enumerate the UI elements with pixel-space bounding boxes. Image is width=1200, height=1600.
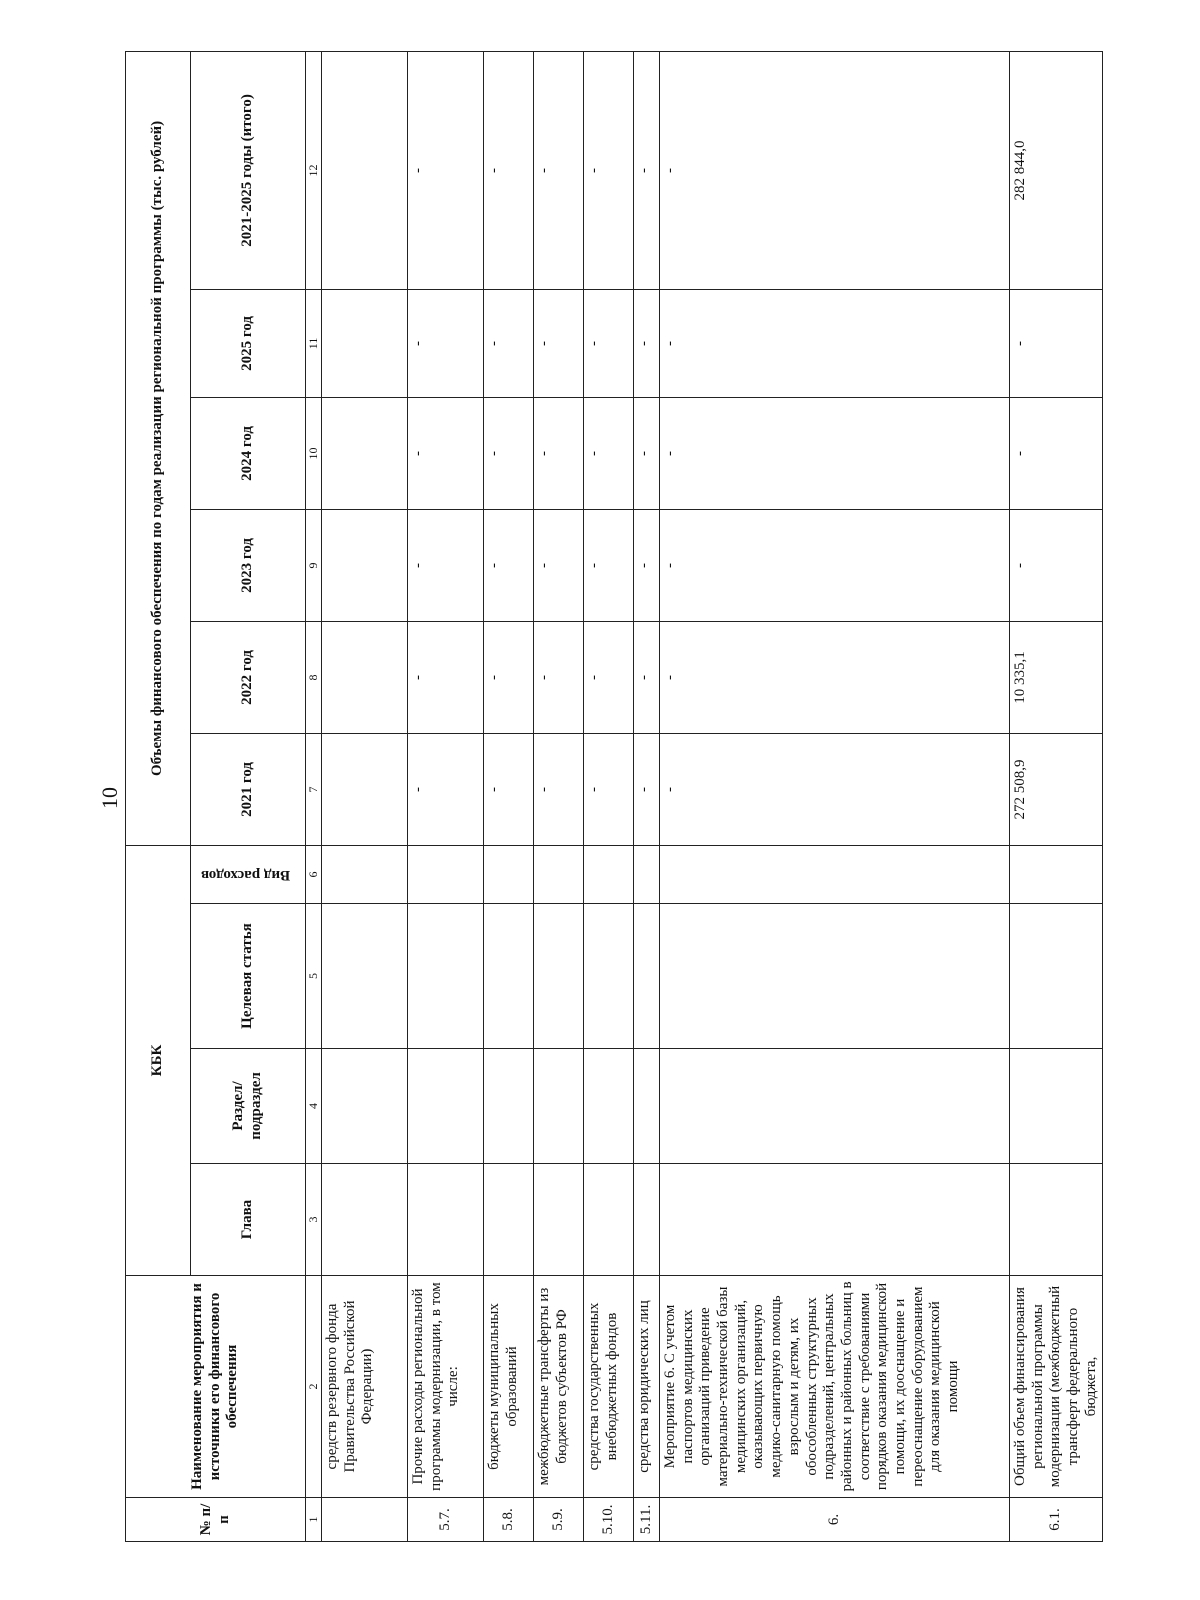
table-row — [1010, 51, 1103, 1541]
kbk-glava-cell — [584, 1164, 634, 1276]
value-2024: - — [1010, 397, 1103, 509]
row-number: 5.11. — [634, 1498, 660, 1542]
value-2022 — [322, 621, 408, 733]
value-2023: - — [584, 509, 634, 621]
value-2025: - — [634, 289, 660, 397]
row-number — [322, 1498, 408, 1542]
table-body — [306, 51, 1103, 1541]
row-number: 6. — [660, 1498, 1010, 1542]
row-number: 5.8. — [484, 1498, 534, 1542]
kbk-vid-cell — [660, 845, 1010, 903]
header-2023: 2023 год — [191, 509, 306, 621]
table-row — [584, 51, 634, 1541]
value-2023: - — [408, 509, 484, 621]
header-2025: 2025 год — [191, 289, 306, 397]
kbk-razdel-cell — [322, 1049, 408, 1164]
value-2021 — [322, 733, 408, 845]
table-row — [408, 51, 484, 1541]
value-total: - — [484, 51, 534, 289]
value-2023 — [322, 509, 408, 621]
header-name: Наименование мероприятия и источники его финансового обеспечения — [126, 1276, 306, 1498]
kbk-vid-cell — [1010, 845, 1103, 903]
kbk-razdel-cell — [484, 1049, 534, 1164]
header-2024: 2024 год — [191, 397, 306, 509]
header-kbk-razdel: Раздел/ подраздел — [191, 1049, 306, 1164]
value-2024: - — [408, 397, 484, 509]
row-number: 5.10. — [584, 1498, 634, 1542]
row-name: бюджеты муниципальных образований — [484, 1276, 534, 1498]
kbk-razdel-cell — [408, 1049, 484, 1164]
kbk-razdel-cell — [660, 1049, 1010, 1164]
page-number: 10 — [97, 787, 122, 809]
value-2025: - — [660, 289, 1010, 397]
value-total: 282 844,0 — [1010, 51, 1103, 289]
table-row — [322, 51, 408, 1541]
rotated-table-wrapper — [125, 52, 1099, 1542]
value-2022: - — [660, 621, 1010, 733]
row-number: 5.9. — [534, 1498, 584, 1542]
row-name: Мероприятие 6. С учетом паспортов медицинских организаций приведение материально-технической базы медицинских организаций, оказывающих первичную медико-санитарную помощь взрослым и детям, их обособленных структурных подразделений, центральных районных и районных больниц в соответствие с требованиями порядков оказания медицинской помощи, их дооснащение и переоснащение оборудованием для оказания медицинской помощи — [660, 1276, 1010, 1498]
column-number: 6 — [306, 845, 322, 903]
kbk-vid-cell — [534, 845, 584, 903]
row-number: 5.7. — [408, 1498, 484, 1542]
kbk-glava-cell — [534, 1164, 584, 1276]
column-number: 4 — [306, 1049, 322, 1164]
value-2023: - — [534, 509, 584, 621]
value-total: - — [584, 51, 634, 289]
value-2025: - — [584, 289, 634, 397]
value-2022: - — [534, 621, 584, 733]
kbk-glava-cell — [634, 1164, 660, 1276]
value-2022: - — [584, 621, 634, 733]
value-2023: - — [660, 509, 1010, 621]
row-name: средства юридических лиц — [634, 1276, 660, 1498]
value-2022: - — [484, 621, 534, 733]
table-row — [484, 51, 534, 1541]
header-row-1 — [126, 51, 191, 1541]
value-total: - — [660, 51, 1010, 289]
header-kbk: КБК — [126, 845, 191, 1275]
kbk-vid-cell — [322, 845, 408, 903]
column-number: 12 — [306, 51, 322, 289]
value-2021: - — [584, 733, 634, 845]
header-kbk-vid — [191, 845, 306, 903]
kbk-statya-cell — [484, 904, 534, 1049]
kbk-vid-cell — [584, 845, 634, 903]
header-num: № п/п — [126, 1498, 306, 1542]
kbk-vid-cell — [408, 845, 484, 903]
value-total — [322, 51, 408, 289]
value-2021: - — [634, 733, 660, 845]
column-number-row — [306, 51, 322, 1541]
column-number: 11 — [306, 289, 322, 397]
value-2024: - — [584, 397, 634, 509]
kbk-statya-cell — [584, 904, 634, 1049]
value-2024 — [322, 397, 408, 509]
value-total: - — [534, 51, 584, 289]
column-number: 5 — [306, 904, 322, 1049]
value-2024: - — [484, 397, 534, 509]
kbk-statya-cell — [660, 904, 1010, 1049]
value-2023: - — [634, 509, 660, 621]
kbk-statya-cell — [322, 904, 408, 1049]
kbk-statya-cell — [1010, 904, 1103, 1049]
kbk-glava-cell — [660, 1164, 1010, 1276]
value-2024: - — [534, 397, 584, 509]
table-row — [534, 51, 584, 1541]
value-2025: - — [534, 289, 584, 397]
value-2025: - — [408, 289, 484, 397]
table-row — [634, 51, 660, 1541]
row-name: средств резервного фонда Правительства Российской Федерации) — [322, 1276, 408, 1498]
value-2025 — [322, 289, 408, 397]
financing-table — [125, 51, 1103, 1542]
value-2025: - — [1010, 289, 1103, 397]
row-name: Прочие расходы региональной программы модернизации, в том числе: — [408, 1276, 484, 1498]
kbk-glava-cell — [484, 1164, 534, 1276]
value-2022: - — [634, 621, 660, 733]
value-2024: - — [660, 397, 1010, 509]
kbk-razdel-cell — [534, 1049, 584, 1164]
row-name: средства государственных внебюджетных фондов — [584, 1276, 634, 1498]
header-2021: 2021 год — [191, 733, 306, 845]
value-2021: 272 508,9 — [1010, 733, 1103, 845]
kbk-vid-cell — [484, 845, 534, 903]
kbk-statya-cell — [534, 904, 584, 1049]
column-number: 3 — [306, 1164, 322, 1276]
column-number: 1 — [306, 1498, 322, 1542]
value-2022: - — [408, 621, 484, 733]
value-2021: - — [484, 733, 534, 845]
table-row — [660, 51, 1010, 1541]
value-total: - — [634, 51, 660, 289]
kbk-statya-cell — [634, 904, 660, 1049]
value-2021: - — [534, 733, 584, 845]
value-2025: - — [484, 289, 534, 397]
kbk-statya-cell — [408, 904, 484, 1049]
column-number: 2 — [306, 1276, 322, 1498]
header-2022: 2022 год — [191, 621, 306, 733]
value-2022: 10 335,1 — [1010, 621, 1103, 733]
kbk-glava-cell — [322, 1164, 408, 1276]
kbk-razdel-cell — [634, 1049, 660, 1164]
header-kbk-vid-text: Вид расходов — [200, 867, 290, 884]
row-name: Общий объем финансирования региональной программы модернизации (межбюджетный трансферт федерального бюджета, — [1010, 1276, 1103, 1498]
column-number: 7 — [306, 733, 322, 845]
header-total: 2021-2025 годы (итого) — [191, 51, 306, 289]
value-2021: - — [660, 733, 1010, 845]
column-number: 10 — [306, 397, 322, 509]
header-kbk-glava: Глава — [191, 1164, 306, 1276]
value-2024: - — [634, 397, 660, 509]
header-kbk-statya: Целевая статья — [191, 904, 306, 1049]
row-number: 6.1. — [1010, 1498, 1103, 1542]
column-number: 8 — [306, 621, 322, 733]
kbk-glava-cell — [408, 1164, 484, 1276]
row-name: межбюджетные трансферты из бюджетов субъектов РФ — [534, 1276, 584, 1498]
kbk-vid-cell — [634, 845, 660, 903]
value-2023: - — [1010, 509, 1103, 621]
value-2021: - — [408, 733, 484, 845]
kbk-razdel-cell — [1010, 1049, 1103, 1164]
kbk-razdel-cell — [584, 1049, 634, 1164]
column-number: 9 — [306, 509, 322, 621]
header-finance: Объемы финансового обеспечения по годам реализации региональной программы (тыс. рублей) — [126, 51, 191, 845]
value-2023: - — [484, 509, 534, 621]
value-total: - — [408, 51, 484, 289]
kbk-glava-cell — [1010, 1164, 1103, 1276]
